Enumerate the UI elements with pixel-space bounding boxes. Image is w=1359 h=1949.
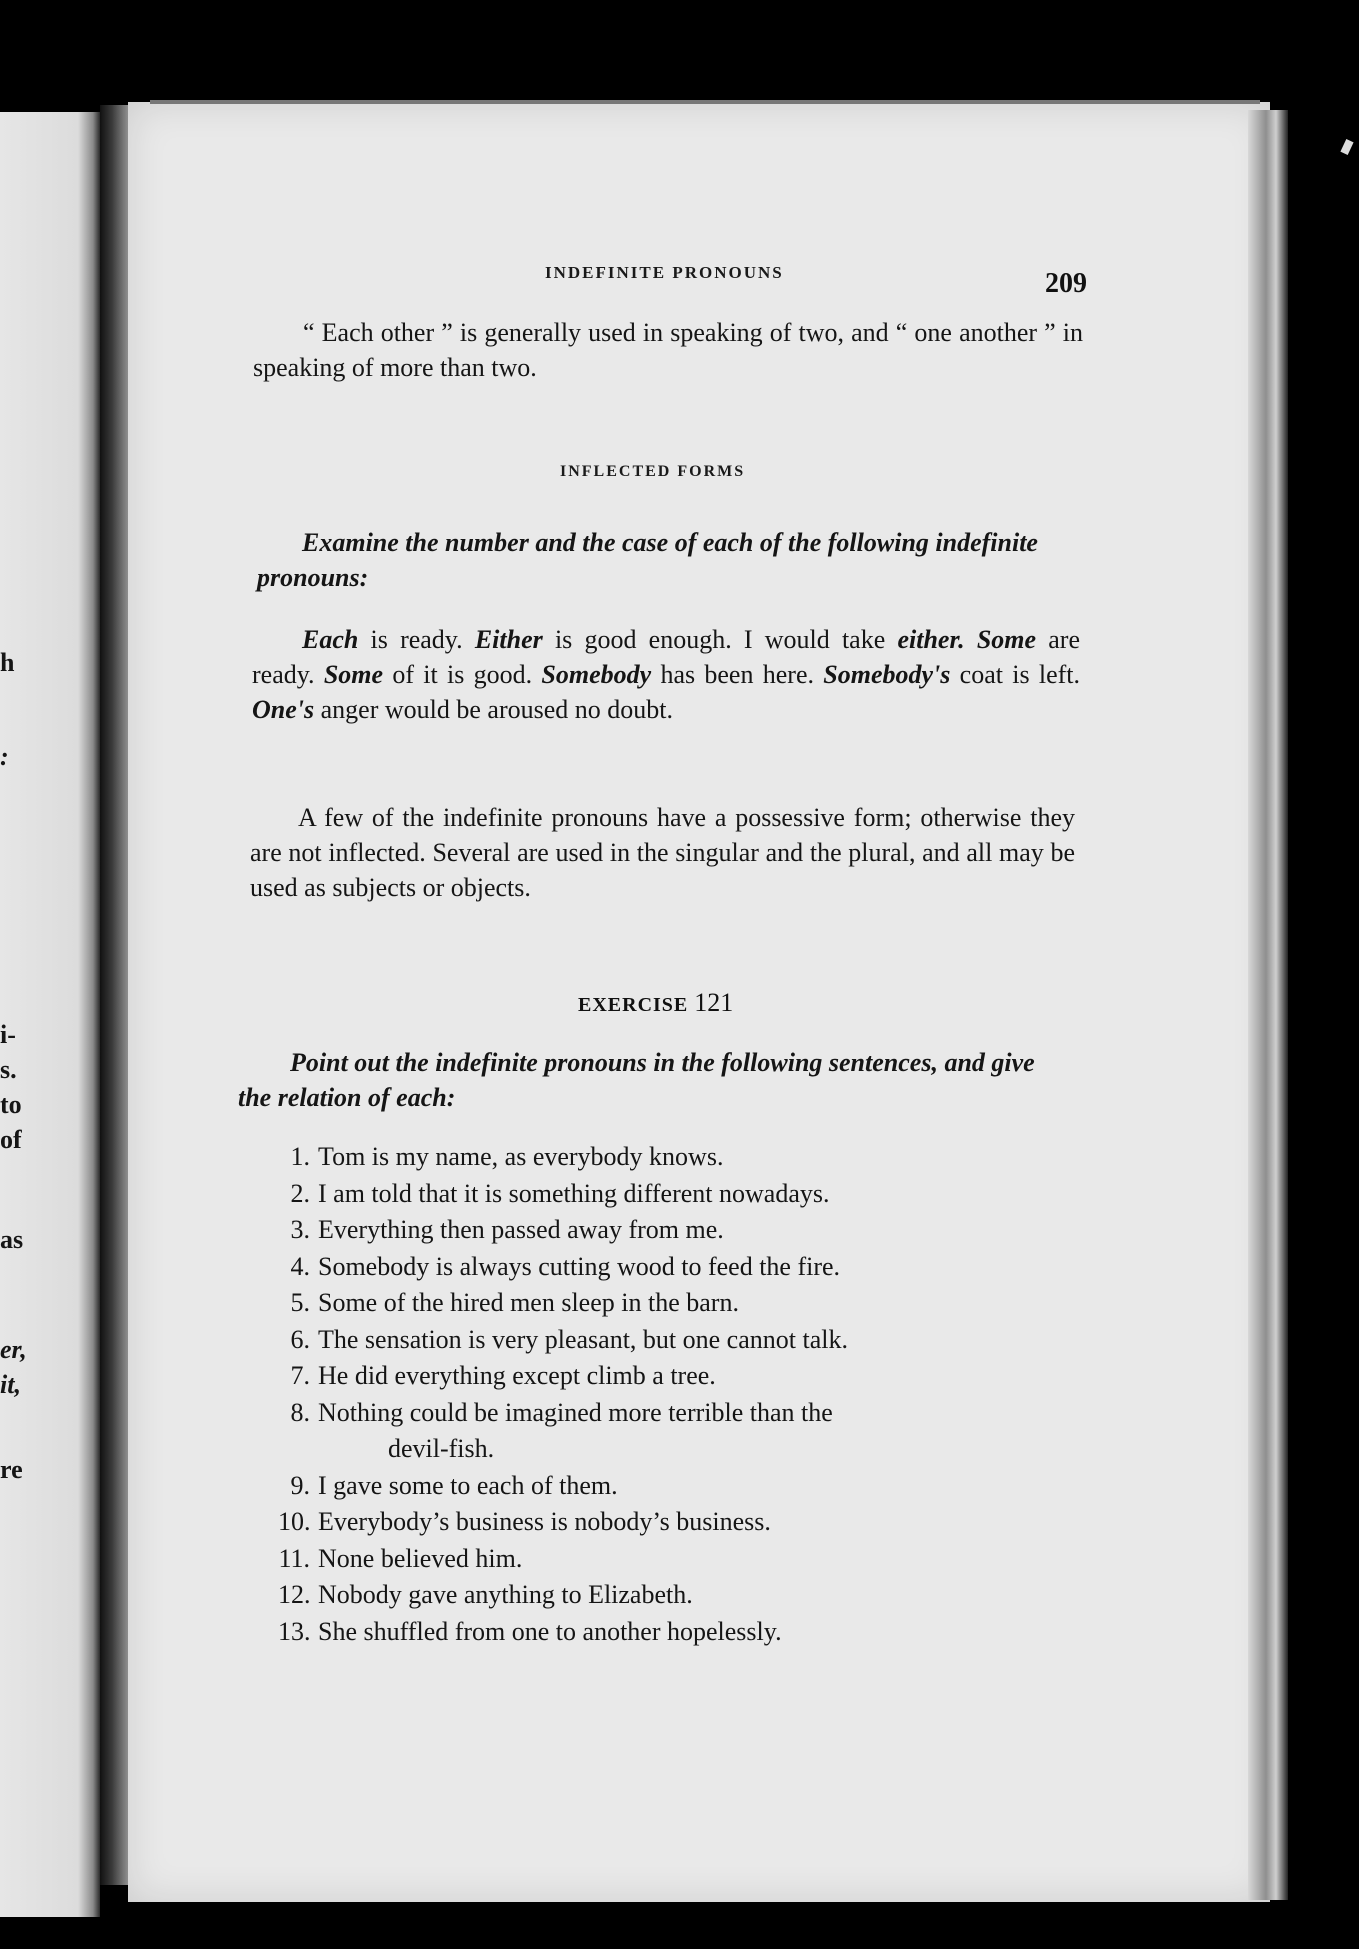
item-text: The sensation is very pleasant, but one cannot talk. xyxy=(318,1324,848,1354)
list-item xyxy=(278,1468,1078,1505)
list-item xyxy=(278,1504,1078,1541)
intro-paragraph: “ Each other ” is generally used in speaking of two, and “ one another ” in speaking of more than two. xyxy=(253,318,1083,382)
example-text: is good enough. I would take xyxy=(542,625,898,654)
left-page-margin xyxy=(0,112,100,1917)
page-number: 209 xyxy=(1045,268,1087,299)
item-text: Tom is my name, as everybody knows. xyxy=(318,1142,724,1171)
pronoun-word: One's xyxy=(252,695,315,724)
example-text: is ready. xyxy=(358,625,475,654)
example-text xyxy=(965,625,977,654)
example-text: of it is good. xyxy=(383,660,542,689)
list-item xyxy=(278,1541,1078,1578)
examples-paragraph xyxy=(252,622,1080,727)
left-page-fragment: of xyxy=(0,1125,22,1154)
left-page-fragment: as xyxy=(0,1225,24,1254)
item-text: Nothing could be imagined more terrible than the xyxy=(318,1397,833,1427)
list-item xyxy=(278,1577,1078,1614)
item-text: None believed him. xyxy=(318,1543,523,1573)
item-number: 13. xyxy=(278,1616,311,1646)
list-item xyxy=(278,1358,1078,1395)
list-item xyxy=(278,1249,1078,1286)
item-text: Nobody gave anything to Elizabeth. xyxy=(318,1580,693,1609)
pronoun-word: Somebody's xyxy=(823,660,951,689)
exercise-instruction-italic: Point out the indefinite pronouns in the following sentences, and give the relation of each: xyxy=(238,1048,1035,1112)
sentence-list xyxy=(278,1139,1078,1650)
left-page-fragment: er, xyxy=(0,1335,27,1364)
book-gutter xyxy=(100,105,130,1885)
left-page-fragment: to xyxy=(0,1090,22,1119)
example-text: coat is left. xyxy=(950,660,1080,689)
item-text: She shuffled from one to another hopelessly. xyxy=(318,1616,782,1646)
pronoun-word: Some xyxy=(323,660,384,689)
item-continuation: devil-fish. xyxy=(388,1434,495,1463)
left-page-fragment: s. xyxy=(0,1055,17,1084)
page-top-edge xyxy=(150,100,1260,104)
item-number: 7. xyxy=(290,1361,310,1390)
item-text: Somebody is always cutting wood to feed the fire. xyxy=(318,1251,841,1281)
example-text: anger would be aroused no doubt. xyxy=(314,695,673,724)
running-head: INDEFINITE PRONOUNS xyxy=(545,263,784,282)
scan-mark xyxy=(1340,139,1353,155)
list-item xyxy=(278,1212,1078,1249)
example-text: has been here. xyxy=(651,660,824,689)
list-item xyxy=(278,1176,1078,1213)
exercise-instruction xyxy=(238,1045,1068,1115)
left-page-fragment: h xyxy=(0,648,15,677)
list-item xyxy=(278,1285,1078,1322)
item-number: 2. xyxy=(290,1178,310,1208)
pronoun-word: either. xyxy=(897,625,965,654)
exercise-label: EXERCISE xyxy=(578,994,689,1016)
item-text: I gave some to each of them. xyxy=(318,1470,618,1500)
pronoun-word: Either xyxy=(474,625,543,654)
instruction-italic: Examine the number and the case of each of the following indefinite pronouns: xyxy=(257,528,1038,592)
item-text: Some of the hired men sleep in the barn. xyxy=(318,1288,739,1317)
item-number: 3. xyxy=(290,1215,310,1244)
item-number: 9. xyxy=(290,1470,310,1500)
instruction-text xyxy=(257,525,1082,595)
left-page-fragment: : xyxy=(0,742,9,771)
left-page-fragment: re xyxy=(0,1455,23,1484)
item-number: 10. xyxy=(278,1507,311,1536)
pronoun-word: Some xyxy=(976,625,1037,654)
item-number: 5. xyxy=(290,1288,310,1317)
example-text: are ready. xyxy=(252,625,1080,689)
item-number: 6. xyxy=(290,1324,310,1354)
pronoun-word: Somebody xyxy=(541,660,652,689)
item-number: 1. xyxy=(290,1142,310,1171)
item-text: Everything then passed away from me. xyxy=(318,1215,724,1244)
item-text: He did everything except climb a tree. xyxy=(318,1361,716,1390)
list-item xyxy=(278,1139,1078,1176)
item-text: Everybody’s business is nobody’s business. xyxy=(318,1507,771,1536)
possessive-paragraph: A few of the indefinite pronouns have a possessive form; otherwise they are not inflected. Several are used in the singular and the plural, and all may be used as subjects or objects. xyxy=(250,803,1075,902)
item-number: 11. xyxy=(278,1543,310,1573)
list-item xyxy=(278,1322,1078,1359)
list-item xyxy=(278,1395,1078,1468)
section-heading: INFLECTED FORMS xyxy=(560,463,746,480)
exercise-number: 121 xyxy=(694,988,734,1017)
page-fore-edge xyxy=(1248,110,1288,1900)
exercise-heading xyxy=(578,988,733,1018)
item-number: 8. xyxy=(290,1397,310,1427)
item-number: 12. xyxy=(278,1580,311,1609)
item-number: 4. xyxy=(290,1251,310,1281)
pronoun-word: Each xyxy=(302,625,359,654)
left-page-fragment: it, xyxy=(0,1370,21,1399)
list-item xyxy=(278,1614,1078,1651)
item-text: I am told that it is something different nowadays. xyxy=(318,1178,830,1208)
left-page-fragment: i- xyxy=(0,1020,16,1049)
